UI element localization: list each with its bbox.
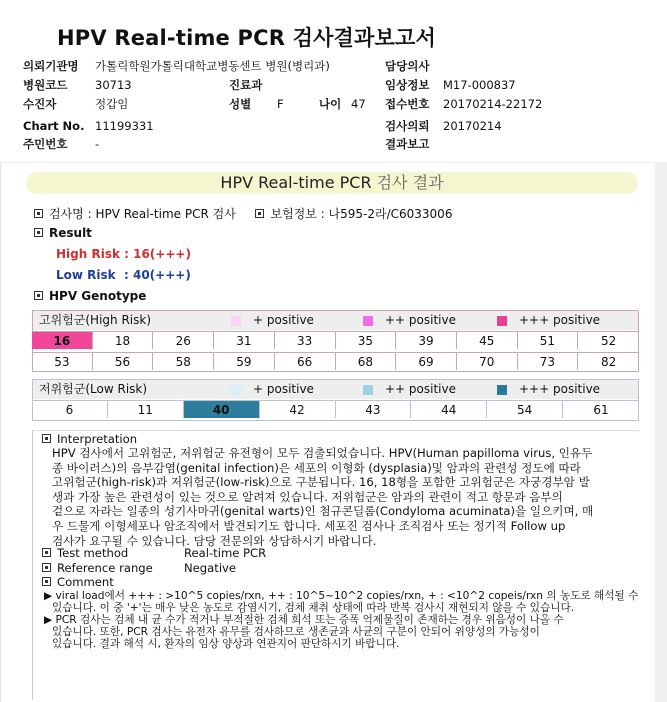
interpretation-line: 검사가 요구될 수 있습니다. 담당 전문의와 상담하시기 바랍니다. xyxy=(52,533,377,548)
genotype-cell: 45 xyxy=(457,331,518,349)
age-label: 나이 xyxy=(319,97,342,111)
sex-label: 성별 xyxy=(229,97,252,111)
genotype-cell: 56 xyxy=(93,352,154,370)
genotype-cell: 73 xyxy=(518,352,579,370)
legend-plusplus-text: ++ positive xyxy=(385,313,456,327)
test-name-label: 검사명 : xyxy=(49,207,96,221)
genotype-cell: 39 xyxy=(396,331,457,349)
chart-no-label: Chart No. xyxy=(23,119,85,133)
interpretation-line: 생과 가장 높은 관련성이 있는 것으로 알려져 있습니다. 저위험군은 암과의 관련이 적고 항문과 음부의 xyxy=(52,489,563,504)
clinical-info-label: 임상정보 xyxy=(385,78,430,92)
genotype-cell: 26 xyxy=(153,331,214,349)
high-risk-result xyxy=(56,247,191,262)
legend-plus-swatch xyxy=(231,316,241,326)
result-banner xyxy=(26,172,638,194)
comment-line: ▶ viral load에서 +++ : >10^5 copies/rxn, ++ : 10^5~10^2 copies/rxn, + : <10^2 copeis/rxn 의 농도로 해석될 수 xyxy=(44,590,639,602)
checkbox-square-icon xyxy=(34,291,43,300)
result-section xyxy=(34,226,92,241)
genotype-cell: 69 xyxy=(396,352,457,370)
genotype-cell: 51 xyxy=(518,331,579,349)
report-title: HPV Real-time PCR 검사결과보고서 xyxy=(57,26,436,50)
patient-value: 정갑임 xyxy=(95,97,129,111)
hospital-code-label: 병원코드 xyxy=(23,78,68,92)
high-risk-label: High Risk : xyxy=(56,247,134,261)
genotype-cell: 54 xyxy=(487,400,563,418)
interpretation-line: 고위험군(high-risk)과 저위험군(low-risk)으로 구분됩니다. 16, 18형을 포함한 고위험군은 자궁경부암 발 xyxy=(52,475,590,490)
checkbox-square-icon xyxy=(42,434,51,443)
low-risk-value: 40(+++) xyxy=(132,268,191,282)
interpretation-line: 겉으로 자라는 일종의 성기사마귀(genital warts)인 첨규콘딜롬(Condyloma acuminata)을 일으키며, 매 xyxy=(52,504,594,519)
age-value: 47 xyxy=(351,97,366,111)
hospital-code-value: 30713 xyxy=(95,78,132,92)
dept-label: 진료과 xyxy=(229,78,263,92)
genotype-cell: 66 xyxy=(275,352,336,370)
patient-label: 수진자 xyxy=(23,97,57,111)
test-name-value: HPV Real-time PCR 검사 xyxy=(95,207,236,221)
genotype-section xyxy=(34,289,146,304)
test-method-label: Test method xyxy=(57,546,129,560)
legend-plusplus-swatch xyxy=(363,316,373,326)
genotype-cell: 40 xyxy=(184,400,260,418)
low-risk-row xyxy=(32,400,639,418)
legend-plusplusplus-swatch xyxy=(497,316,507,326)
genotype-cell: 70 xyxy=(457,352,518,370)
genotype-cell: 18 xyxy=(93,331,154,349)
legend-plus-swatch xyxy=(231,385,241,395)
low-risk-result xyxy=(56,268,191,283)
genotype-cell: 58 xyxy=(153,352,214,370)
genotype-title: HPV Genotype xyxy=(49,289,147,303)
genotype-cell: 61 xyxy=(563,400,639,418)
genotype-cell: 68 xyxy=(336,352,397,370)
sex-value: F xyxy=(277,97,284,111)
comment-line: 있습니다. 결과 해석 시, 환자의 임상 양상과 연관지어 판단하시기 바랍니다. xyxy=(52,638,400,650)
legend-plusplusplus-text: +++ positive xyxy=(519,313,601,327)
banner-sub: 검사 결과 xyxy=(371,173,444,192)
legend-plusplusplus-swatch xyxy=(497,385,507,395)
request-date-value: 20170214 xyxy=(443,119,502,133)
comment-line: ▶ PCR 검사는 검체 내 균 수가 적거나 부적절한 검체 희석 또는 증폭 억제물질이 존재하는 경우 위음성이 나올 수 xyxy=(44,614,564,626)
requester-value: 가톨릭학원가톨릭대학교병동센트 병원(병리과) xyxy=(95,59,330,73)
comment-line: 있습니다. 또한, PCR 검사는 유전자 유무를 검사하므로 생존균과 사균의 구분이 안되어 위양성의 가능성이 xyxy=(52,626,540,638)
low-risk-header xyxy=(33,380,638,399)
checkbox-square-icon xyxy=(42,563,51,572)
genotype-cell: 82 xyxy=(578,352,639,370)
doctor-label: 담당의사 xyxy=(385,59,430,73)
checkbox-square-icon xyxy=(34,228,43,237)
insurance-value: 나595-2라/C6033006 xyxy=(328,207,453,221)
high-risk-header xyxy=(33,311,638,330)
genotype-cell: 33 xyxy=(275,331,336,349)
genotype-cell: 31 xyxy=(214,331,275,349)
genotype-cell: 6 xyxy=(32,400,108,418)
report-date-label: 결과보고 xyxy=(385,137,430,151)
genotype-cell: 43 xyxy=(336,400,412,418)
high-risk-row-1 xyxy=(32,331,639,349)
genotype-cell: 35 xyxy=(336,331,397,349)
interpretation-line: 우 드물게 이형세포나 암조직에서 발견되기도 합니다. 세포진 검사나 조직검사 또는 정기적 Follow up xyxy=(52,519,566,533)
legend-plus-text: + positive xyxy=(253,313,314,327)
result-title: Result xyxy=(49,226,92,240)
legend-plusplusplus-text: +++ positive xyxy=(519,382,601,396)
comment-line: 있습니다. 이 중 '+'는 매우 낮은 농도로 감염시기, 검체 채취 상태에 따라 반복 검사시 재현되지 않을 수 있습니다. xyxy=(52,602,575,614)
checkbox-square-icon xyxy=(255,209,264,218)
insurance-label: 보험정보 : xyxy=(270,207,329,221)
test-info-line xyxy=(34,207,452,222)
receipt-no-value: 20170214-22172 xyxy=(443,97,543,111)
reference-range-row xyxy=(42,561,153,576)
interpretation-line: HPV 검사에서 고위험군, 저위험군 유전형이 모두 검출되었습니다. HPV(Human papilloma virus, 인유두 xyxy=(52,446,593,460)
reference-range-value: Negative xyxy=(184,561,237,575)
comment-heading xyxy=(42,575,114,590)
genotype-cell: 59 xyxy=(214,352,275,370)
interpretation-heading xyxy=(42,432,137,447)
request-date-label: 검사의뢰 xyxy=(385,119,430,133)
low-risk-label: Low Risk : xyxy=(56,268,133,282)
high-risk-group-label: 고위험군(High Risk) xyxy=(39,313,151,327)
comment-title: Comment xyxy=(57,575,114,589)
genotype-cell: 11 xyxy=(108,400,184,418)
clinical-info-value: M17-000837 xyxy=(443,78,516,92)
genotype-cell: 44 xyxy=(411,400,487,418)
high-risk-value: 16(+++) xyxy=(133,247,191,261)
requester-label: 의뢰기관명 xyxy=(23,59,79,73)
genotype-cell: 52 xyxy=(578,331,639,349)
low-risk-group-label: 저위험군(Low Risk) xyxy=(39,382,148,396)
interpretation-line: 종 바이러스)의 음부감염(genital infection)은 세포의 이형화 (dysplasia)및 암과의 관련성 정도에 따라 xyxy=(52,460,581,475)
checkbox-square-icon xyxy=(42,577,51,586)
interpretation-title: Interpretation xyxy=(57,432,138,446)
legend-plusplus-text: ++ positive xyxy=(385,382,456,396)
test-method-row xyxy=(42,546,128,561)
genotype-cell: 53 xyxy=(32,352,93,370)
legend-plusplus-swatch xyxy=(363,385,373,395)
test-method-value: Real-time PCR xyxy=(184,546,267,560)
banner-main: HPV Real-time PCR xyxy=(220,173,372,192)
legend-plus-text: + positive xyxy=(253,382,314,396)
genotype-cell: 16 xyxy=(32,331,93,349)
reference-range-label: Reference range xyxy=(57,561,153,575)
checkbox-square-icon xyxy=(34,209,43,218)
genotype-cell: 42 xyxy=(260,400,336,418)
high-risk-row-2 xyxy=(32,352,639,370)
resident-no-label: 주민번호 xyxy=(23,137,68,151)
chart-no-value: 11199331 xyxy=(95,119,154,133)
receipt-no-label: 접수번호 xyxy=(385,97,430,111)
resident-no-value: - xyxy=(95,137,100,151)
checkbox-square-icon xyxy=(42,548,51,557)
